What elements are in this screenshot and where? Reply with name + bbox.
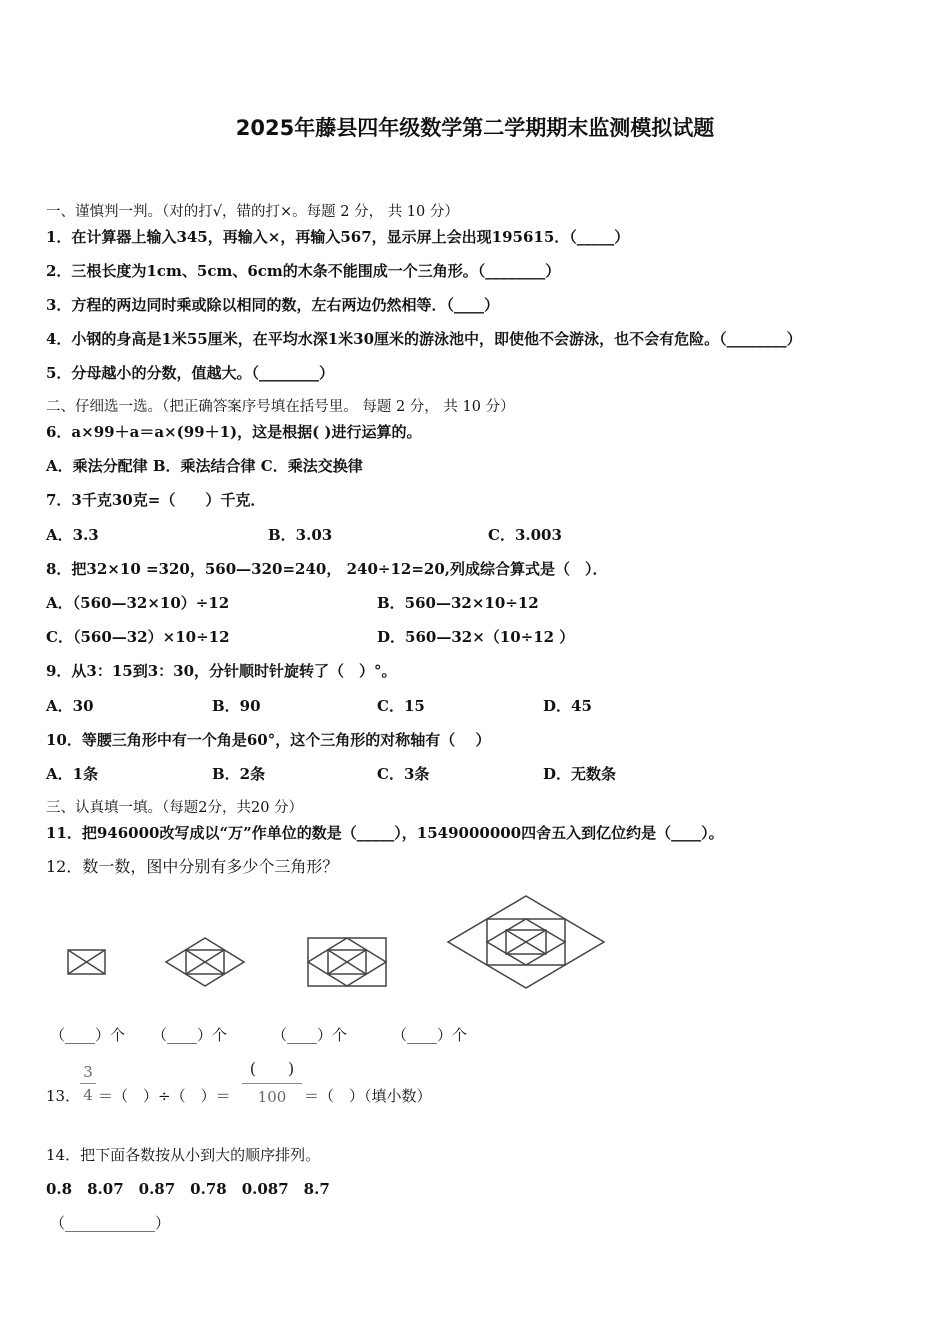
- q13-fraction-1: [76, 1062, 100, 1105]
- q9-option-c: C．15: [377, 697, 425, 715]
- q8-option-d: D．560—32×（10÷12 ）: [377, 628, 575, 646]
- question-13-number: 13．: [46, 1087, 81, 1105]
- q13-fraction-2-denominator: 100: [257, 1088, 287, 1106]
- section-2-heading: 二、仔细选一选。（把正确答案序号填在括号里。 每题 2 分， 共 10 分）: [46, 399, 515, 415]
- q13-decimal-part: ＝（ ）（填小数）: [304, 1087, 432, 1105]
- triangle-figure-2: [160, 930, 250, 994]
- question-8: 8．把32×10 =320，560—320=240， 240÷12=20,列成综合算式是（ ）．: [46, 560, 608, 578]
- q9-option-d: D．45: [543, 697, 592, 715]
- q13-fraction-2: [242, 1058, 302, 1107]
- q13-fraction-1-numerator: 3: [83, 1063, 93, 1081]
- q10-option-d: D．无数条: [543, 765, 617, 783]
- q13-fraction-2-numerator: ( ): [249, 1059, 295, 1078]
- section-3-heading: 三、认真填一填。（每题2分，共20 分）: [46, 800, 304, 816]
- q12-caption-1: （____）个: [50, 1026, 126, 1044]
- question-1: 1．在计算器上输入345，再输入×，再输入567，显示屏上会出现195615．（_____）: [46, 228, 630, 246]
- section-1-heading: 一、谨慎判一判。（对的打√，错的打×。每题 2 分， 共 10 分）: [46, 204, 459, 220]
- q7-option-b: B．3.03: [268, 526, 333, 544]
- q8-option-b: B．560—32×10÷12: [377, 594, 539, 612]
- question-2: 2．三根长度为1cm、5cm、6cm的木条不能围成一个三角形。（________）: [46, 262, 561, 280]
- question-14: 14．把下面各数按从小到大的顺序排列。: [46, 1146, 321, 1164]
- question-3: 3．方程的两边同时乘或除以相同的数，左右两边仍然相等．（____）: [46, 296, 499, 314]
- q13-division-part: ＝（ ）÷（ ）＝: [98, 1087, 231, 1105]
- triangle-figure-3: [300, 930, 394, 994]
- question-9: 9．从3：15到3：30，分针顺时针旋转了（ ）°。: [46, 662, 397, 680]
- page-title: 2025年藤县四年级数学第二学期期末监测模拟试题: [235, 116, 715, 140]
- question-6: 6．a×99＋a＝a×(99＋1)，这是根据( )进行运算的。: [46, 423, 422, 441]
- q9-option-b: B．90: [212, 697, 261, 715]
- triangle-figure-1: [60, 940, 112, 980]
- q12-caption-2: （____）个: [152, 1026, 228, 1044]
- q10-option-b: B．2条: [212, 765, 266, 783]
- question-6-options: A．乘法分配律 B．乘法结合律 C．乘法交换律: [46, 457, 363, 475]
- q9-option-a: A．30: [46, 697, 94, 715]
- question-4: 4．小钢的身高是1米55厘米，在平均水深1米30厘米的游泳池中，即使他不会游泳，也不会有危险。（________）: [46, 330, 802, 348]
- question-12: 12．数一数，图中分别有多少个三角形？: [46, 857, 339, 876]
- q14-answer-blank: （____________）: [50, 1214, 171, 1232]
- q10-option-a: A．1条: [46, 765, 99, 783]
- q7-option-c: C．3.003: [488, 526, 562, 544]
- triangle-figure-4: [440, 890, 612, 1002]
- q10-option-c: C．3条: [377, 765, 430, 783]
- q12-caption-3: （____）个: [272, 1026, 348, 1044]
- q8-option-c: C．（560—32）×10÷12: [46, 628, 230, 646]
- question-7: 7．3千克30克=（ ）千克．: [46, 491, 266, 509]
- q12-caption-4: （____）个: [392, 1026, 468, 1044]
- q13-fraction-1-denominator: 4: [83, 1086, 93, 1104]
- question-10: 10．等腰三角形中有一个角是60°，这个三角形的对称轴有（ ）: [46, 731, 491, 749]
- q8-option-a: A．（560—32×10）÷12: [46, 594, 230, 612]
- q7-option-a: A．3.3: [46, 526, 99, 544]
- q14-numbers: 0.8 8.07 0.87 0.78 0.087 8.7: [46, 1180, 330, 1198]
- question-5: 5．分母越小的分数，值越大。（________）: [46, 364, 334, 382]
- question-11: 11．把946000改写成以“万”作单位的数是（_____），1549000000四舍五入到亿位约是（____）。: [46, 824, 724, 842]
